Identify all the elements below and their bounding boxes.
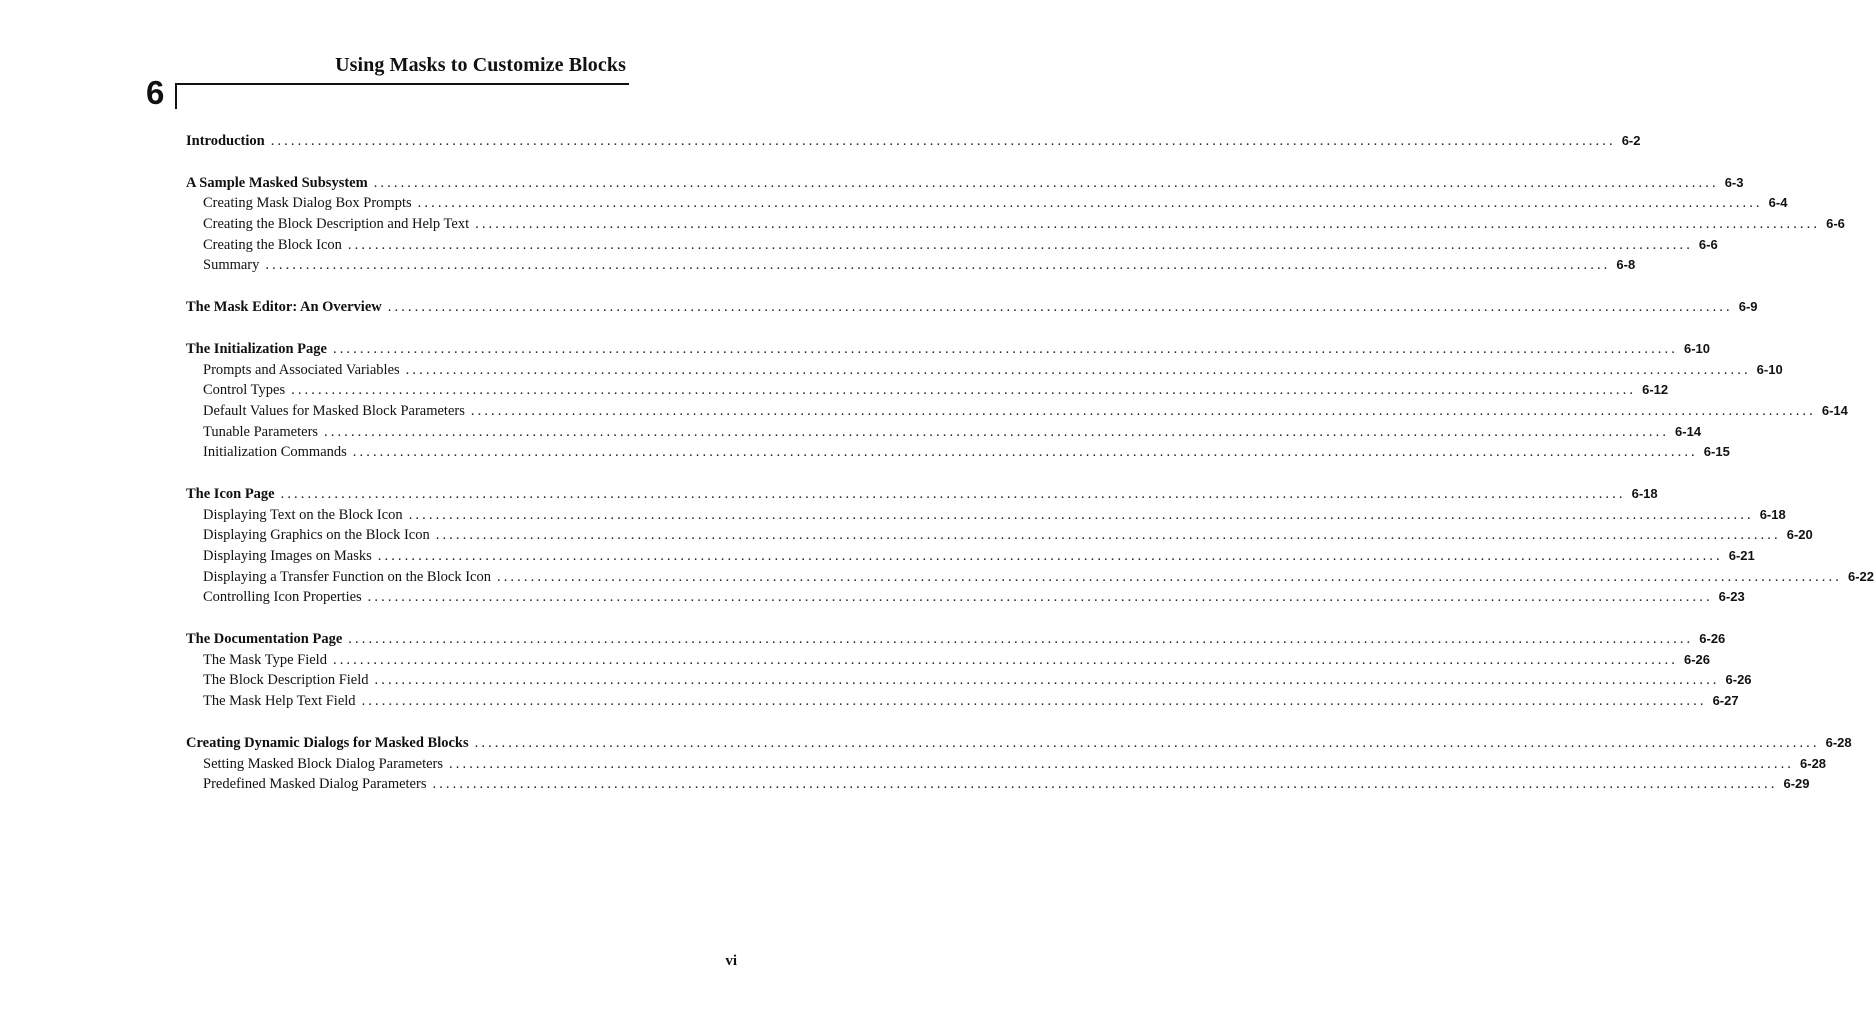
- dot-leader: ........................................................................................................................................................................................................: [348, 631, 1694, 648]
- toc-entry-title: The Mask Type Field: [203, 651, 327, 668]
- dot-leader: ........................................................................................................................................................................................................: [475, 216, 1821, 233]
- toc-entry-title: The Initialization Page: [186, 340, 327, 357]
- toc-section: [186, 629, 1752, 712]
- chapter-number: 6: [146, 74, 165, 111]
- toc-section-heading[interactable]: [186, 339, 1711, 360]
- toc-section-heading[interactable]: [186, 173, 1744, 194]
- toc-section: [186, 339, 1848, 463]
- table-of-contents: [186, 131, 1874, 816]
- toc-entry-title: Control Types: [203, 382, 286, 399]
- toc-page-number: 6-14: [1821, 402, 1848, 418]
- toc-page-number: 6-18: [1631, 485, 1658, 501]
- header-rule: [175, 83, 629, 85]
- dot-leader: ........................................................................................................................................................................................................: [352, 444, 1698, 461]
- dot-leader: ........................................................................................................................................................................................................: [332, 340, 1678, 357]
- toc-page-number: 6-10: [1683, 340, 1711, 356]
- toc-entry-title: Displaying Images on Masks: [203, 548, 372, 564]
- toc-subsection-entry[interactable]: [186, 442, 1730, 463]
- toc-subsection-entry[interactable]: [186, 587, 1745, 608]
- toc-entry-title: The Icon Page: [186, 485, 275, 502]
- toc-page-number: 6-6: [1698, 236, 1718, 252]
- toc-page-number: 6-12: [1642, 382, 1669, 398]
- toc-entry-title: The Documentation Page: [186, 631, 343, 648]
- toc-subsection-entry[interactable]: [186, 380, 1669, 401]
- toc-entry-title: Displaying Graphics on the Block Icon: [203, 527, 430, 544]
- dot-leader: ........................................................................................................................................................................................................: [332, 651, 1678, 668]
- toc-page-number: 6-21: [1728, 548, 1755, 563]
- toc-subsection-entry[interactable]: [186, 546, 1755, 567]
- dot-leader: ........................................................................................................................................................................................................: [270, 133, 1616, 149]
- toc-page-number: 6-28: [1825, 734, 1852, 750]
- toc-subsection-entry[interactable]: [186, 422, 1702, 443]
- dot-leader: ........................................................................................................................................................................................................: [324, 423, 1670, 440]
- toc-subsection-entry[interactable]: [186, 525, 1813, 546]
- toc-entry-title: Predefined Masked Dialog Parameters: [203, 776, 427, 793]
- toc-subsection-entry[interactable]: [186, 235, 1718, 256]
- dot-leader: ........................................................................................................................................................................................................: [265, 257, 1611, 274]
- toc-page-number: 6-3: [1724, 174, 1744, 190]
- toc-subsection-entry[interactable]: [186, 214, 1845, 235]
- dot-leader: ........................................................................................................................................................................................................: [435, 527, 1781, 544]
- toc-page-number: 6-27: [1712, 693, 1739, 709]
- toc-entry-title: Controlling Icon Properties: [203, 589, 362, 606]
- dot-leader: ........................................................................................................................................................................................................: [361, 693, 1707, 710]
- toc-subsection-entry[interactable]: [186, 505, 1786, 526]
- toc-page-number: 6-26: [1725, 672, 1752, 688]
- toc-page-number: 6-9: [1738, 299, 1758, 315]
- toc-page-number: 6-6: [1826, 216, 1845, 232]
- toc-page-number: 6-18: [1759, 506, 1786, 522]
- toc-page-number: 6-10: [1756, 361, 1783, 377]
- dot-leader: ........................................................................................................................................................................................................: [280, 485, 1626, 502]
- toc-subsection-entry[interactable]: [186, 193, 1788, 214]
- toc-entry-title: Creating the Block Icon: [203, 236, 342, 253]
- dot-leader: ........................................................................................................................................................................................................: [470, 402, 1816, 419]
- dot-leader: ........................................................................................................................................................................................................: [377, 548, 1723, 564]
- toc-entry-title: Prompts and Associated Variables: [203, 361, 400, 378]
- toc-entry-title: A Sample Masked Subsystem: [186, 174, 368, 191]
- toc-entry-title: Creating Mask Dialog Box Prompts: [203, 195, 412, 212]
- toc-section-heading[interactable]: [186, 484, 1658, 505]
- toc-section: [186, 173, 1845, 276]
- toc-section-heading[interactable]: [186, 297, 1758, 318]
- toc-subsection-entry[interactable]: [186, 691, 1739, 712]
- dot-leader: ........................................................................................................................................................................................................: [449, 755, 1795, 772]
- toc-section-heading[interactable]: [186, 733, 1852, 754]
- toc-section: [186, 131, 1641, 152]
- toc-page-number: 6-28: [1800, 755, 1827, 771]
- toc-entry-title: Initialization Commands: [203, 444, 347, 461]
- toc-subsection-entry[interactable]: [186, 401, 1848, 422]
- dot-leader: ........................................................................................................................................................................................................: [405, 361, 1751, 378]
- toc-entry-title: Setting Masked Block Dialog Parameters: [203, 755, 444, 772]
- toc-subsection-entry[interactable]: [186, 774, 1810, 795]
- toc-entry-title: Displaying a Transfer Function on the Block Icon: [203, 568, 491, 585]
- toc-section-heading[interactable]: [186, 131, 1641, 152]
- toc-page-number: 6-22: [1847, 568, 1874, 584]
- page-folio: vi: [725, 953, 737, 969]
- toc-subsection-entry[interactable]: [186, 255, 1636, 276]
- dot-leader: ........................................................................................................................................................................................................: [347, 236, 1693, 253]
- toc-entry-title: The Mask Help Text Field: [203, 693, 356, 710]
- toc-entry-title: The Mask Editor: An Overview: [186, 299, 382, 316]
- toc-page-number: 6-23: [1718, 589, 1745, 605]
- toc-entry-title: Creating Dynamic Dialogs for Masked Blocks: [186, 734, 469, 751]
- dot-leader: ........................................................................................................................................................................................................: [417, 195, 1763, 212]
- toc-page-number: 6-26: [1683, 651, 1710, 667]
- toc-page-number: 6-14: [1675, 423, 1702, 439]
- toc-entry-title: Summary: [203, 257, 260, 274]
- toc-section: [186, 733, 1852, 795]
- toc-subsection-entry[interactable]: [186, 670, 1752, 691]
- toc-page-number: 6-26: [1699, 631, 1726, 647]
- dot-leader: ........................................................................................................................................................................................................: [408, 506, 1754, 523]
- toc-page-number: 6-29: [1783, 776, 1810, 792]
- toc-entry-title: Displaying Text on the Block Icon: [203, 506, 403, 523]
- dot-leader: ........................................................................................................................................................................................................: [373, 174, 1719, 191]
- toc-page-number: 6-2: [1621, 133, 1641, 148]
- header-rule-tick: [175, 83, 177, 109]
- toc-subsection-entry[interactable]: [186, 360, 1783, 381]
- toc-section: [186, 484, 1874, 608]
- toc-subsection-entry[interactable]: [186, 567, 1874, 588]
- toc-entry-title: Tunable Parameters: [203, 423, 319, 440]
- toc-section: [186, 297, 1758, 318]
- dot-leader: ........................................................................................................................................................................................................: [496, 568, 1842, 585]
- toc-entry-title: The Block Description Field: [203, 672, 369, 689]
- toc-entry-title: Default Values for Masked Block Parameters: [203, 402, 465, 419]
- chapter-title: Using Masks to Customize Blocks: [335, 54, 626, 76]
- toc-page-number: 6-15: [1703, 444, 1730, 460]
- dot-leader: ........................................................................................................................................................................................................: [474, 734, 1820, 751]
- toc-subsection-entry[interactable]: [186, 650, 1710, 671]
- toc-entry-title: Creating the Block Description and Help Text: [203, 216, 470, 233]
- toc-page-number: 6-8: [1616, 257, 1636, 273]
- dot-leader: ........................................................................................................................................................................................................: [291, 382, 1637, 399]
- toc-section-heading[interactable]: [186, 629, 1726, 650]
- toc-page-number: 6-20: [1786, 527, 1813, 543]
- dot-leader: ........................................................................................................................................................................................................: [387, 299, 1733, 316]
- dot-leader: ........................................................................................................................................................................................................: [432, 776, 1778, 793]
- toc-page-number: 6-4: [1768, 195, 1788, 211]
- toc-entry-title: Introduction: [186, 133, 265, 149]
- dot-leader: ........................................................................................................................................................................................................: [374, 672, 1720, 689]
- toc-subsection-entry[interactable]: [186, 754, 1827, 775]
- dot-leader: ........................................................................................................................................................................................................: [367, 589, 1713, 606]
